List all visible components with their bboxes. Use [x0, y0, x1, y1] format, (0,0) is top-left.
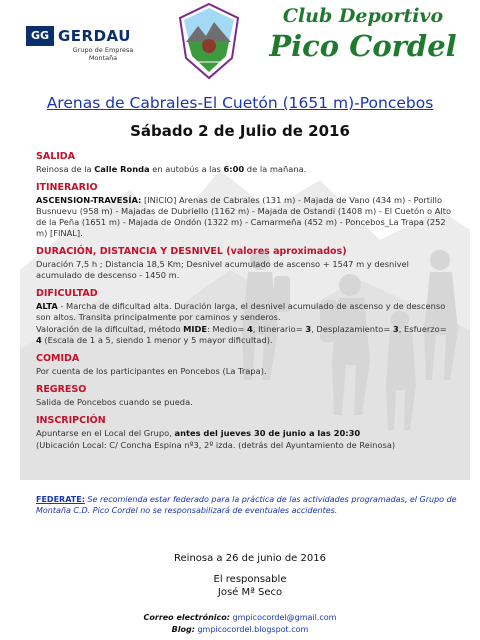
section-text-run: , Itinerario= — [252, 324, 306, 334]
section-text-run: : Medio= — [207, 324, 248, 334]
excursion-date: Sábado 2 de Julio de 2016 — [130, 122, 350, 140]
section-text-bold: ASCENSION-TRAVESÍA: — [36, 195, 142, 205]
sections-container — [36, 150, 454, 457]
section-text — [36, 397, 454, 408]
email-row — [0, 612, 480, 624]
section-text-run: (Ubicación Local: C/ Concha Espina nº3, 2º izda. (detrás del Ayuntamiento de Reinosa) — [36, 440, 396, 450]
section-text — [36, 440, 454, 451]
signature-block — [140, 552, 360, 599]
section-text-run: , Desplazamiento= — [311, 324, 393, 334]
email-label: Correo electrónico: — [143, 613, 230, 622]
blog-label: Blog: — [171, 625, 195, 634]
section-text-run: en autobús a las — [149, 164, 224, 174]
header — [0, 0, 480, 88]
section-text-run: Duración 7,5 h ; Distancia 18,5 Km; Desnivel acumulado de ascenso + 1547 m y desnivel acumulado de descenso - 1450 m. — [36, 259, 409, 280]
blog-link[interactable]: gmpicocordel.blogspot.com — [197, 625, 309, 634]
section-text-bold: ALTA — [36, 301, 58, 311]
section-title: SALIDA — [36, 151, 76, 162]
section-text-bold: MIDE — [183, 324, 208, 334]
section-text — [36, 428, 454, 439]
section-title: INSCRIPCIÓN — [36, 415, 106, 426]
section-text-run: (Escala de 1 a 5, siendo 1 menor y 5 mayor dificultad). — [41, 335, 273, 345]
section-text-bold: 4 — [36, 335, 42, 345]
section-text-bold: 6:00 — [223, 164, 245, 174]
section-text — [36, 366, 454, 377]
section-text-run: , Esfuerzo= — [398, 324, 447, 334]
excursion-title: Arenas de Cabrales-El Cuetón (1651 m)-Poncebos — [46, 94, 434, 112]
gerdau-mark: GG — [26, 26, 54, 46]
signature-name: José Mª Seco — [217, 587, 283, 598]
section-text-run: Por cuenta de los participantes en Poncebos (La Trapa). — [36, 366, 267, 376]
footer — [0, 612, 480, 636]
club-name — [258, 4, 468, 64]
section-text-bold: antes del jueves 30 de junio a las 20:30 — [174, 428, 361, 438]
section-text-bold: 3 — [392, 324, 399, 334]
section-text-run: Reinosa de la — [36, 164, 95, 174]
club-emblem-icon — [176, 2, 242, 80]
section-text-run: de la mañana. — [244, 164, 307, 174]
gerdau-name: GERDAU — [58, 27, 131, 45]
club-name-line1: Club Deportivo — [282, 5, 444, 27]
federate-note — [36, 494, 466, 516]
gerdau-logo — [26, 26, 144, 66]
section-text — [36, 301, 454, 323]
signature-role: El responsable — [213, 574, 287, 585]
section-title: DIFICULTAD — [36, 288, 98, 299]
section-title: REGRESO — [36, 384, 87, 395]
section-text — [36, 195, 454, 239]
section-text-bold: Calle Ronda — [94, 164, 150, 174]
place-date: Reinosa a 26 de junio de 2016 — [174, 553, 326, 564]
section-text-run: Valoración de la dificultad, método — [36, 324, 184, 334]
section-title: DURACIÓN, DISTANCIA Y DESNIVEL (valores aproximados) — [36, 246, 347, 257]
email-link[interactable]: gmpicocordel@gmail.com — [232, 613, 337, 622]
section-text-run: Salida de Poncebos cuando se pueda. — [36, 397, 193, 407]
federate-label: FEDERATE: — [36, 495, 85, 504]
section-text-bold: 3 — [305, 324, 312, 334]
section-text-run: - Marcha de dificultad alta. Duración larga, el desnivel acumulado de ascenso y de descenso son altos. Transita principalmente por caminos y senderos. — [36, 301, 446, 322]
section-text — [36, 324, 454, 346]
blog-row — [0, 624, 480, 636]
federate-text: Se recomienda estar federado para la práctica de las actividades programadas, el Grupo de Montaña C.D. Pico Cordel no se responsabilizará de eventuales accidentes. — [36, 495, 457, 515]
section-title: COMIDA — [36, 353, 80, 364]
section-title: ITINERARIO — [36, 182, 98, 193]
section-text-run: [INICIO] Arenas de Cabrales (131 m) - Majada de Vano (434 m) - Portillo Busnuevu (958 m) - Majadas de Dubriello (1162 m) - Majada de Ostandi (1408 m) - El Cuetón o Alto de la Peña (1651 m) - Majada de Ondón (1322 m) - Camarmeña (452 m) - Poncebos_La Trapa (252 m) [FINAL]. — [36, 195, 452, 238]
section-text — [36, 164, 454, 175]
section-text — [36, 259, 454, 281]
section-text-run: Apuntarse en el Local del Grupo, — [36, 428, 175, 438]
section-text-bold: 4 — [247, 324, 253, 334]
gerdau-subtitle: Grupo de Empresa Montaña — [72, 46, 134, 62]
club-name-line2: Pico Cordel — [269, 29, 457, 63]
